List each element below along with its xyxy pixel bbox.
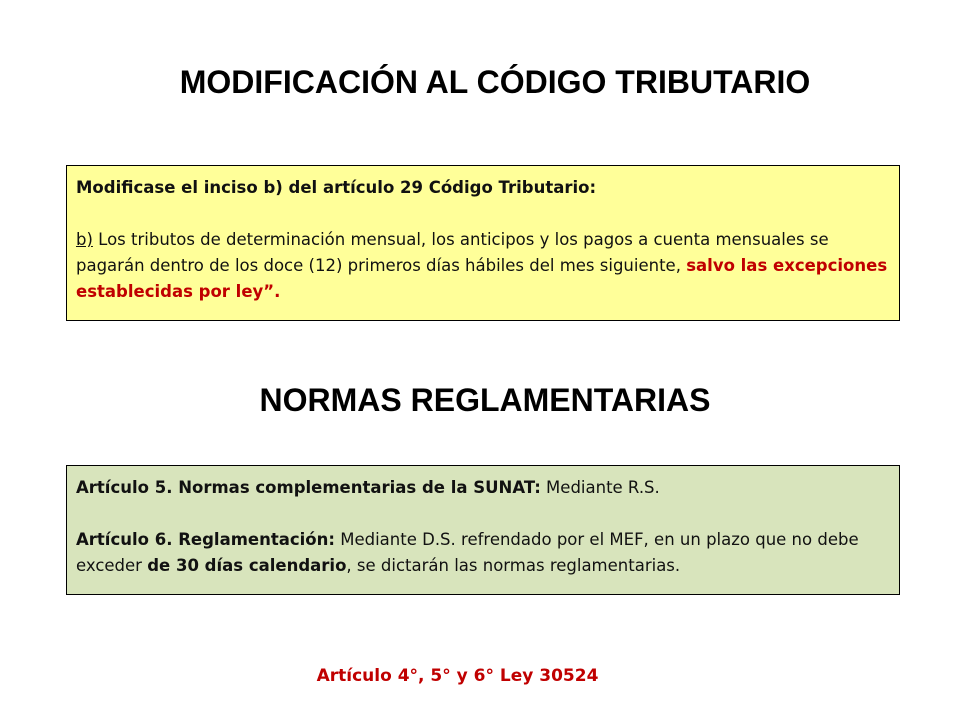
regulations-box <box>66 465 900 595</box>
section-title: NORMAS REGLAMENTARIAS <box>259 382 711 418</box>
item-text: Los tributos de determinación mensual, los anticipos y los pagos a cuenta mensuales se pagarán dentro de los doce (12) primeros días hábiles del mes siguiente, <box>76 230 829 275</box>
page-title: MODIFICACIÓN AL CÓDIGO TRIBUTARIO <box>179 64 811 100</box>
article-5: Artículo 5. Normas complementarias de la SUNAT: Mediante R.S. <box>76 478 660 497</box>
modification-body <box>76 227 890 305</box>
item-label: b) <box>76 230 93 249</box>
item-highlight: salvo las excepciones establecidas por ley”. <box>76 256 888 301</box>
source-reference: Artículo 4°, 5° y 6° Ley 30524 <box>316 666 599 686</box>
code-modification-box <box>66 165 900 321</box>
article-6: Artículo 6. Reglamentación: Mediante D.S. refrendado por el MEF, en un plazo que no debe exceder de 30 días calendario, se dictarán las normas reglamentarias. <box>76 530 859 575</box>
modification-heading: Modificase el inciso b) del artículo 29 Código Tributario: <box>76 178 597 197</box>
